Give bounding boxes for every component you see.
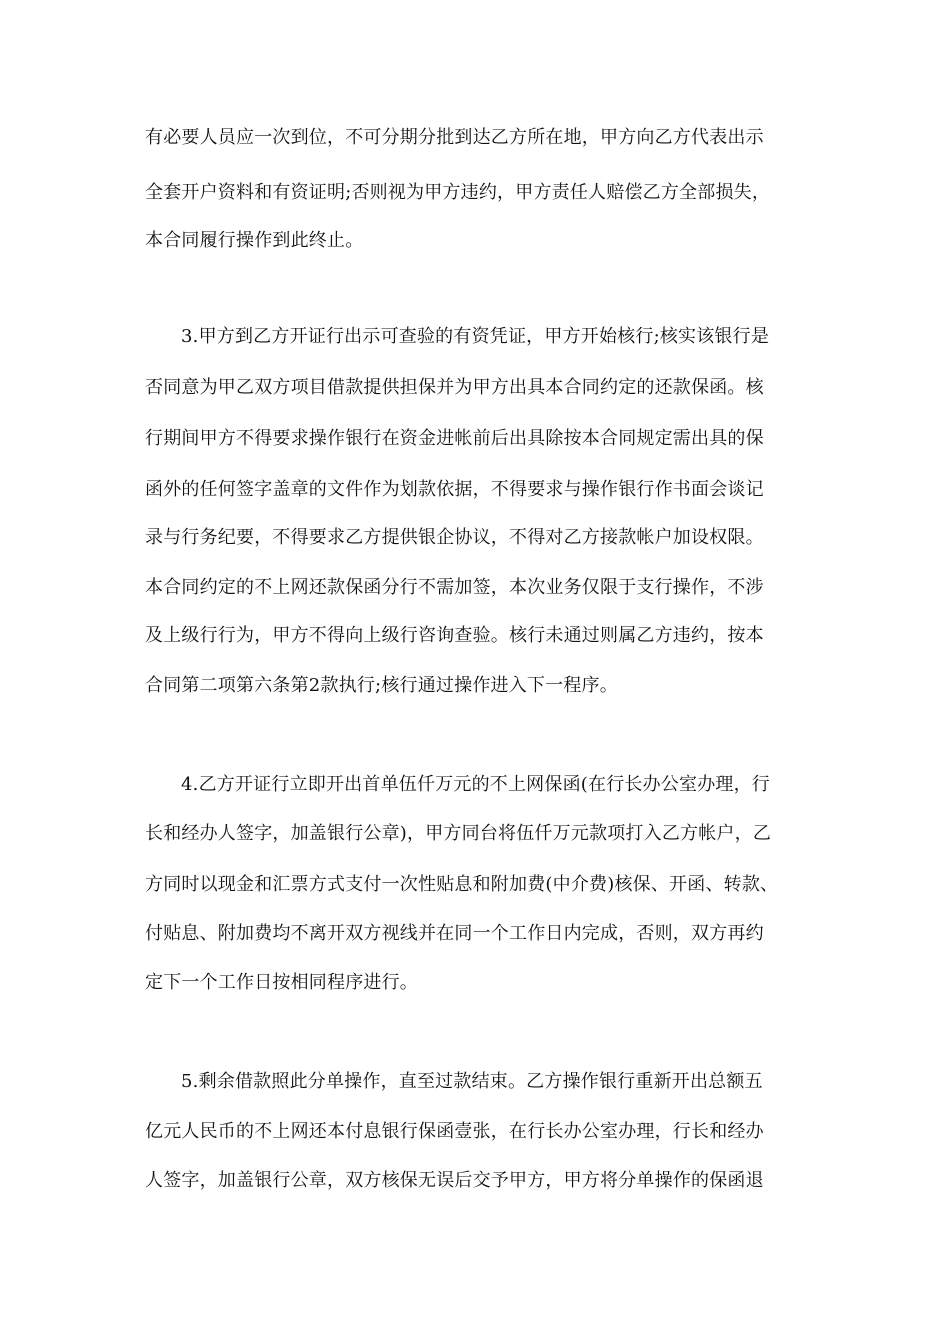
paragraph-2-line-5: 录与行务纪要，不得要求乙方提供银企协议，不得对乙方接款帐户加设权限。 [145,527,764,548]
paragraph-3-line-1: 4.乙方开证行立即开出首单伍仟万元的不上网保函(在行长办公室办理，行 [181,774,770,795]
paragraph-2-line-8: 合同第二项第六条第2款执行;核行通过操作进入下一程序。 [145,675,618,696]
paragraph-3-line-4: 付贴息、附加费均不离开双方视线并在同一个工作日内完成，否则，双方再约 [145,923,764,944]
paragraph-1-line-1: 有必要人员应一次到位，不可分期分批到达乙方所在地，甲方向乙方代表出示 [145,127,764,148]
paragraph-4-line-2: 亿元人民币的不上网还本付息银行保函壹张，在行长办公室办理，行长和经办 [145,1121,764,1142]
paragraph-2-line-3: 行期间甲方不得要求操作银行在资金进帐前后出具除按本合同规定需出具的保 [145,428,764,449]
paragraph-3-line-5: 定下一个工作日按相同程序进行。 [145,972,418,993]
paragraph-2-line-1: 3.甲方到乙方开证行出示可查验的有资凭证，甲方开始核行;核实该银行是 [181,326,770,347]
paragraph-2-line-4: 函外的任何签字盖章的文件作为划款依据，不得要求与操作银行作书面会谈记 [145,479,764,500]
paragraph-2-line-6: 本合同约定的不上网还款保函分行不需加签，本次业务仅限于支行操作，不涉 [145,577,764,598]
paragraph-1-line-2: 全套开户资料和有资证明;否则视为甲方违约，甲方责任人赔偿乙方全部损失， [145,182,771,203]
paragraph-3-line-2: 长和经办人签字，加盖银行公章)，甲方同台将伍仟万元款项打入乙方帐户，乙 [145,823,772,844]
paragraph-2-line-7: 及上级行行为，甲方不得向上级行咨询查验。核行未通过则属乙方违约，按本 [145,625,764,646]
paragraph-2-line-2: 否同意为甲乙双方项目借款提供担保并为甲方出具本合同约定的还款保函。核 [145,377,764,398]
paragraph-4-line-3: 人签字，加盖银行公章，双方核保无误后交予甲方，甲方将分单操作的保函退 [145,1170,764,1191]
paragraph-3-line-3: 方同时以现金和汇票方式支付一次性贴息和附加费(中介费)核保、开函、转款、 [145,874,779,895]
paragraph-4-line-1: 5.剩余借款照此分单操作，直至过款结束。乙方操作银行重新开出总额五 [181,1071,763,1092]
paragraph-1-line-3: 本合同履行操作到此终止。 [145,230,364,251]
